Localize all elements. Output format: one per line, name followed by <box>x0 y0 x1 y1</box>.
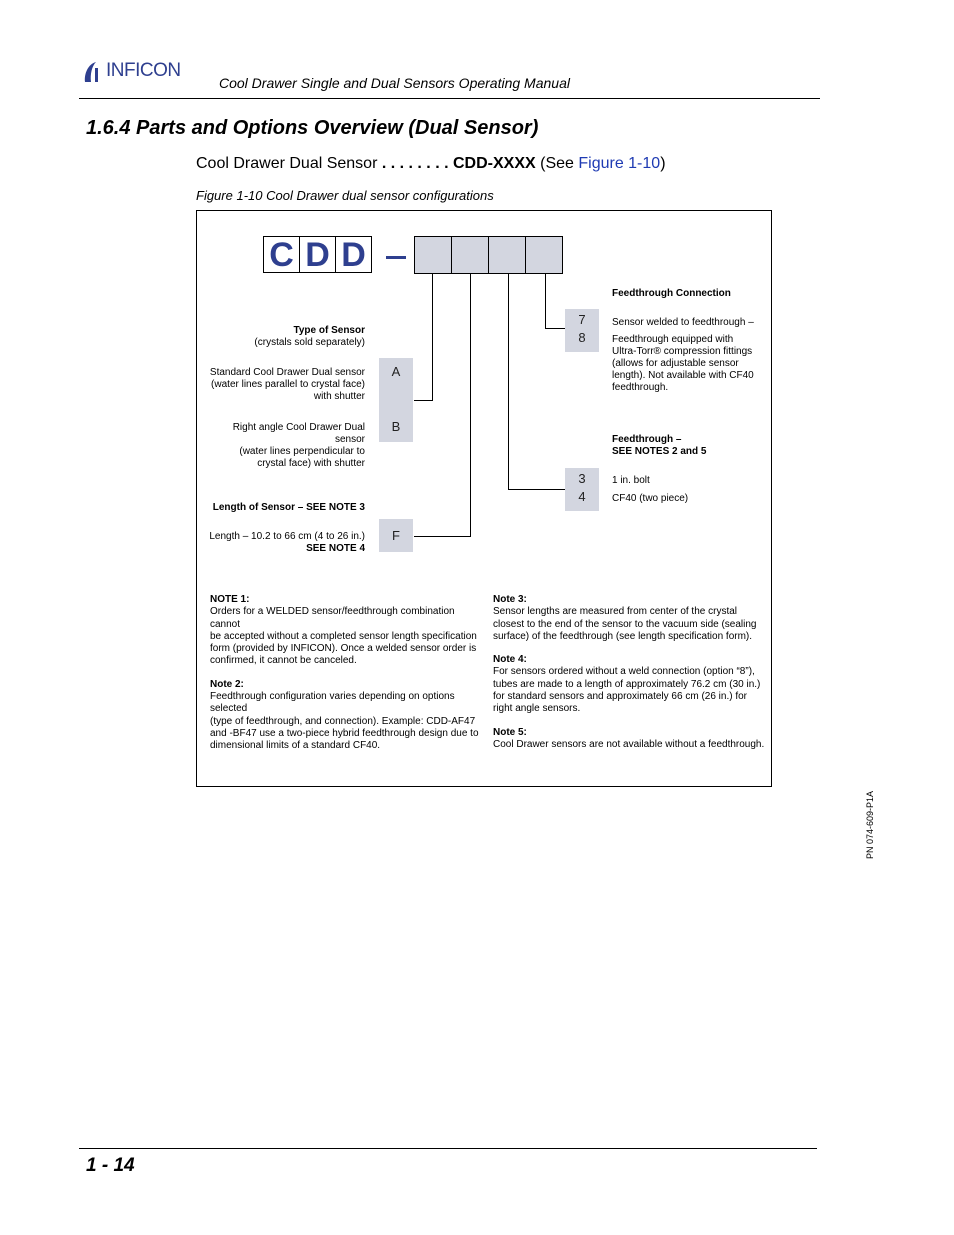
connector-line <box>432 274 433 401</box>
length-text: Length – 10.2 to 66 cm (4 to 26 in.) <box>209 531 365 542</box>
type-of-sensor-subtitle: (crystals sold separately) <box>254 337 365 348</box>
option-cell-length <box>451 236 489 274</box>
connection-8-line: feedthrough. <box>612 382 669 393</box>
option-a-line: Standard Cool Drawer Dual sensor <box>209 367 365 378</box>
option-a-code: A <box>391 364 401 379</box>
connection-8-line: Ultra-Torr® compression fittings <box>612 346 753 357</box>
code-letter-c: C <box>263 236 300 273</box>
connection-8-line: Feedthrough equipped with <box>612 334 734 345</box>
option-a-line: (water lines parallel to crystal face) <box>211 379 365 390</box>
section-heading: 1.6.4 Parts and Options Overview (Dual Sensor) <box>86 117 539 139</box>
notes-right <box>493 594 765 751</box>
type-of-sensor-title: Type of Sensor <box>293 325 365 336</box>
note-line: For sensors ordered without a weld connection (option “8”), <box>493 666 755 678</box>
logo-text: INFICON <box>106 60 181 81</box>
note-line: and -BF47 use a two-piece hybrid feedthrough design due to <box>210 727 479 739</box>
note-line: closest to the end of the sensor to the vacuum side (sealing <box>493 618 757 630</box>
option-b-line: Right angle Cool Drawer Dual sensor <box>232 422 365 445</box>
option-b-line: crystal face) with shutter <box>257 458 365 469</box>
product-name: Cool Drawer Dual Sensor <box>196 155 378 172</box>
note-line: tubes are made to a length of approximately 76.2 cm (30 in.) <box>493 678 761 690</box>
option-cell-feedthrough <box>488 236 526 274</box>
inficon-logo-icon <box>82 60 104 84</box>
feedthrough-code-3: 3 <box>578 471 586 486</box>
connector-line <box>508 489 565 490</box>
option-cells <box>414 236 562 274</box>
code-letter-d1: D <box>299 236 336 273</box>
leader-dots: . . . . . . . . <box>377 155 453 172</box>
option-cell-connection <box>525 236 563 274</box>
note-line: for standard sensors and approximately 66 cm (26 in.) for <box>493 691 748 703</box>
notes-left <box>210 594 485 753</box>
connector-line <box>545 274 546 329</box>
feedthrough-4-text: CF40 (two piece) <box>612 493 689 504</box>
connection-8-line: (allows for adjustable sensor <box>612 358 739 369</box>
connection-8-line: length). Not available with CF40 <box>612 370 754 381</box>
type-code-box <box>379 358 413 442</box>
note-title: Note 3: <box>493 594 527 605</box>
note-line: Sensor lengths are measured from center of the crystal <box>493 606 738 618</box>
connection-7-text: Sensor welded to feedthrough – <box>612 317 754 328</box>
connection-code-8: 8 <box>578 330 586 345</box>
note-title: NOTE 1: <box>210 594 250 605</box>
connection-8-text <box>612 334 754 394</box>
running-title: Cool Drawer Single and Dual Sensors Operating Manual <box>219 75 570 91</box>
note-line: surface) of the feedthrough (see length specification form). <box>493 630 753 642</box>
connector-line <box>470 274 471 537</box>
feedthrough-label <box>612 434 706 458</box>
length-see-note: SEE NOTE 4 <box>306 543 365 554</box>
connection-code-box <box>565 309 599 352</box>
feedthrough-connection-title: Feedthrough Connection <box>612 288 731 299</box>
option-cell-type <box>414 236 452 274</box>
type-of-sensor-label <box>200 325 365 349</box>
note-title: Note 2: <box>210 678 244 690</box>
part-number: PN 074-609-P1A <box>865 790 875 860</box>
figure-link[interactable]: Figure 1-10 <box>578 155 661 172</box>
header-rule <box>79 98 820 99</box>
note-title: Note 5: <box>493 726 527 738</box>
note-line: dimensional limits of a standard CF40. <box>210 740 381 752</box>
note-line: Feedthrough configuration varies depending on options selected <box>210 691 455 715</box>
note-line: confirmed, it cannot be canceled. <box>210 655 357 667</box>
feedthrough-code-box <box>565 468 599 511</box>
feedthrough-code-4: 4 <box>578 489 586 504</box>
option-a-description <box>200 367 365 403</box>
option-b-line: (water lines perpendicular to <box>239 446 365 457</box>
see-suffix: ) <box>660 155 666 172</box>
footer-rule <box>79 1148 817 1149</box>
feedthrough-3-text: 1 in. bolt <box>612 475 650 486</box>
note-line: form (provided by INFICON). Once a welded sensor order is <box>210 643 477 655</box>
connector-line <box>414 536 471 537</box>
connector-line <box>508 274 509 490</box>
note-line: be accepted without a completed sensor length specification <box>210 630 477 642</box>
figure-caption: Figure 1-10 Cool Drawer dual sensor configurations <box>196 188 494 203</box>
note-line: right angle sensors. <box>493 703 581 715</box>
product-line <box>196 155 666 173</box>
option-a-line: with shutter <box>313 391 365 402</box>
note-line: (type of feedthrough, and connection). Example: CDD-AF47 <box>210 715 476 727</box>
note-title: Note 4: <box>493 654 527 666</box>
option-b-code: B <box>391 419 401 434</box>
length-of-sensor-title: Length of Sensor – SEE NOTE 3 <box>212 502 365 513</box>
feedthrough-subtitle: SEE NOTES 2 and 5 <box>612 446 707 457</box>
code-letter-d2: D <box>335 236 372 273</box>
code-dash <box>386 256 406 259</box>
see-prefix: (See <box>535 155 579 172</box>
connection-code-7: 7 <box>578 312 586 327</box>
note-line: Cool Drawer sensors are not available without a feedthrough. <box>493 738 765 750</box>
feedthrough-title: Feedthrough – <box>612 434 682 445</box>
length-description <box>200 531 365 555</box>
length-code: F <box>379 519 413 552</box>
note-line: Orders for a WELDED sensor/feedthrough combination cannot <box>210 606 455 630</box>
page-number: 1 - 14 <box>86 1155 135 1176</box>
connector-line <box>545 328 565 329</box>
product-code: CDD-XXXX <box>452 155 536 172</box>
option-b-description <box>200 422 365 470</box>
connector-line <box>414 400 433 401</box>
code-prefix-cells <box>263 236 371 273</box>
